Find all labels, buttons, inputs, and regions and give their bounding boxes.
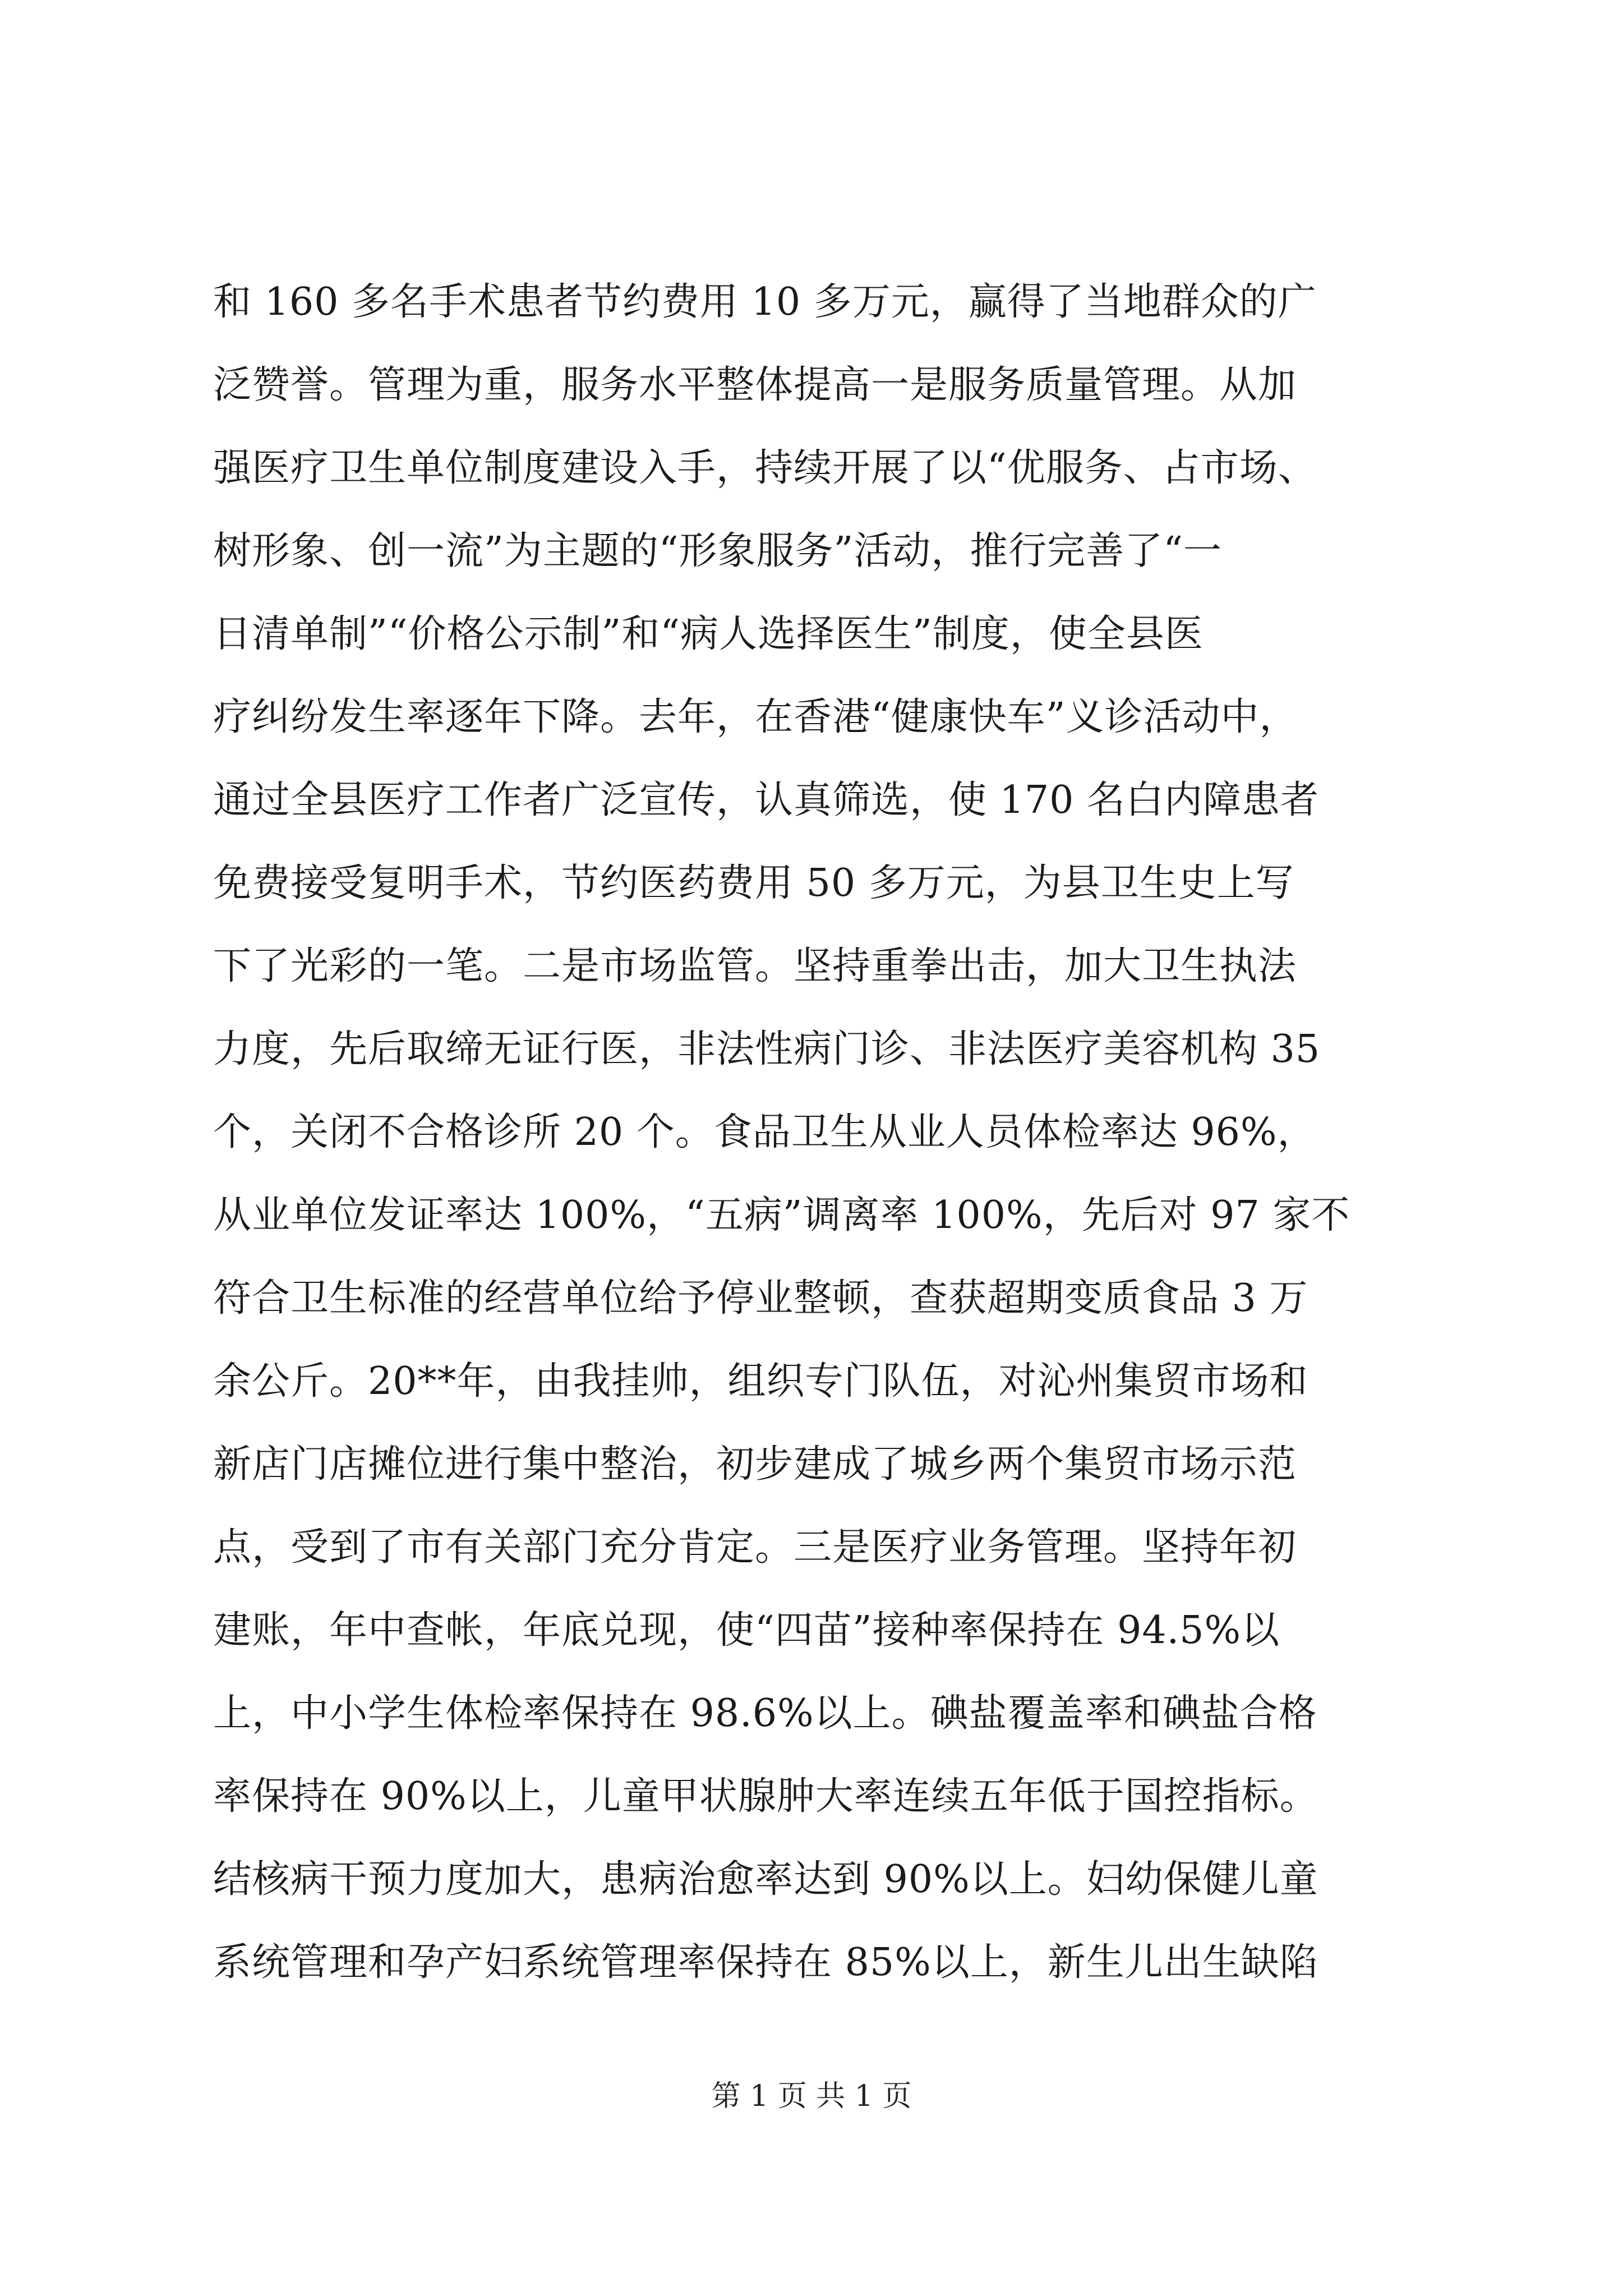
text-line-18: 上，中小学生体检率保持在 98.6%以上。碘盐覆盖率和碘盐合格 [213, 1691, 1317, 1736]
text-line-17: 建账，年中查帐，年底兑现，使“四苗”接种率保持在 94.5%以 [213, 1608, 1280, 1653]
text-line-7: 通过全县医疗工作者广泛宣传，认真筛选，使 170 名白内障患者 [213, 778, 1320, 822]
text-line-3: 强医疗卫生单位制度建设入手，持续开展了以“优服务、占市场、 [213, 446, 1317, 490]
text-line-8: 免费接受复明手术，节约医药费用 50 多万元，为县卫生史上写 [213, 861, 1294, 905]
text-line-12: 从业单位发证率达 100%，“五病”调离率 100%，先后对 97 家不 [213, 1193, 1350, 1237]
text-line-13: 符合卫生标准的经营单位给予停业整顿，查获超期变质食品 3 万 [213, 1276, 1308, 1320]
text-line-19: 率保持在 90%以上，儿童甲状腺肿大率连续五年低于国控指标。 [213, 1774, 1318, 1819]
body-text [213, 261, 1424, 2004]
text-line-5: 日清单制”“价格公示制”和“病人选择医生”制度，使全县医 [213, 612, 1204, 656]
text-line-14: 余公斤。20**年，由我挂帅，组织专门队伍，对沁州集贸市场和 [213, 1359, 1308, 1404]
text-line-21: 系统管理和孕产妇系统管理率保持在 85%以上，新生儿出生缺陷 [213, 1940, 1318, 1985]
text-line-9: 下了光彩的一笔。二是市场监管。坚持重拳出击，加大卫生执法 [213, 944, 1297, 988]
text-line-15: 新店门店摊位进行集中整治，初步建成了城乡两个集贸市场示范 [213, 1442, 1297, 1487]
text-line-4: 树形象、创一流”为主题的“形象服务”活动，推行完善了“一 [213, 529, 1223, 573]
text-line-1: 和 160 多名手术患者节约费用 10 多万元，赢得了当地群众的广 [213, 280, 1317, 324]
text-line-6: 疗纠纷发生率逐年下降。去年，在香港“健康快车”义诊活动中， [213, 695, 1298, 739]
text-line-20: 结核病干预力度加大，患病治愈率达到 90%以上。妇幼保健儿童 [213, 1857, 1318, 1902]
text-line-16: 点，受到了市有关部门充分肯定。三是医疗业务管理。坚持年初 [213, 1525, 1297, 1570]
page-footer [0, 2077, 1623, 2116]
page-number-label: 第 1 页 共 1 页 [711, 2079, 912, 2113]
text-line-10: 力度，先后取缔无证行医，非法性病门诊、非法医疗美容机构 35 [213, 1027, 1321, 1071]
text-line-2: 泛赞誉。管理为重，服务水平整体提高一是服务质量管理。从加 [213, 363, 1297, 407]
text-line-11: 个，关闭不合格诊所 20 个。食品卫生从业人员体检率达 96%， [213, 1110, 1316, 1154]
